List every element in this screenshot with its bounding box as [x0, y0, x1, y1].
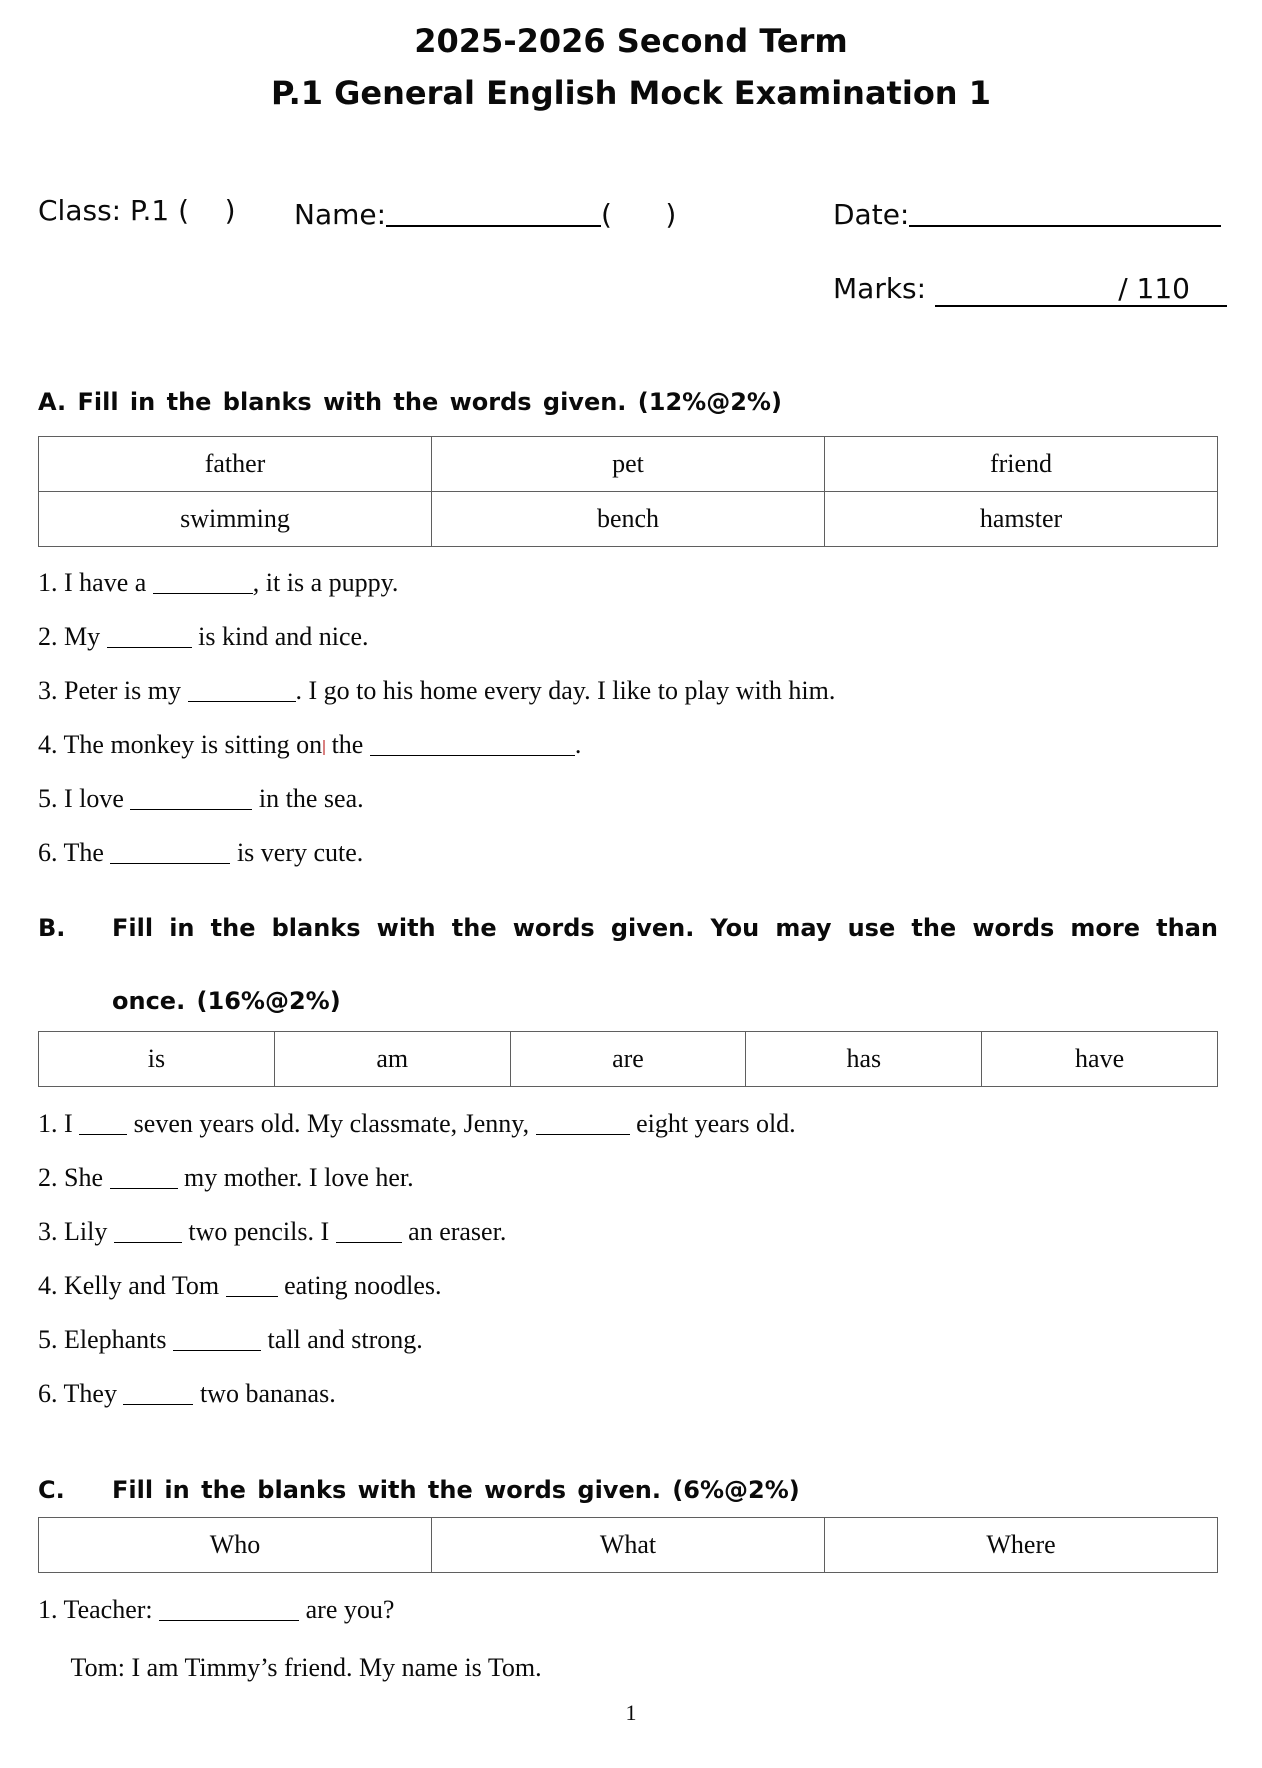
answer-blank[interactable] [226, 1270, 278, 1297]
marks-group [833, 272, 1227, 307]
word-bank-word: swimming [39, 492, 432, 547]
word-bank-word: have [982, 1032, 1218, 1087]
word-bank-word: hamster [825, 492, 1218, 547]
word-bank-row [39, 1518, 1218, 1573]
date-label: Date: [833, 198, 910, 231]
word-bank-row [39, 437, 1218, 492]
section-a-question: 6. The is very cute. [38, 838, 364, 867]
word-bank-word: bench [432, 492, 825, 547]
section-b-question: 2. She my mother. I love her. [38, 1163, 414, 1192]
answer-blank[interactable] [336, 1216, 402, 1243]
word-bank-row [39, 492, 1218, 547]
section-c-question: 1. Teacher: are you? [38, 1595, 395, 1624]
section-a-question: 3. Peter is my . I go to his home every day. I like to play with him. [38, 676, 836, 705]
answer-blank[interactable] [173, 1324, 261, 1351]
word-bank-word: Where [825, 1518, 1218, 1573]
section-a-question: 1. I have a , it is a puppy. [38, 568, 399, 597]
section-c-heading: Fill in the blanks with the words given. (6%@2%) [112, 1476, 800, 1504]
page-number: 1 [625, 1700, 637, 1725]
answer-blank[interactable] [79, 1108, 127, 1135]
section-a-word-bank [38, 436, 1218, 547]
answer-blank[interactable] [107, 621, 192, 648]
section-b-word-bank [38, 1031, 1218, 1087]
class-label: Class: P.1 ( ) [38, 194, 236, 227]
answer-blank[interactable] [370, 729, 575, 756]
word-bank-word: Who [39, 1518, 432, 1573]
section-a-heading: A. Fill in the blanks with the words given. (12%@2%) [38, 388, 782, 416]
word-bank-word: has [746, 1032, 982, 1087]
word-bank-word: is [39, 1032, 275, 1087]
exam-title-line1: 2025-2026 Second Term [414, 22, 848, 60]
section-b-questions [38, 1097, 1238, 1421]
section-c-marker: C. [38, 1476, 65, 1504]
section-b-heading-line1: Fill in the blanks with the words given. You may use the words more than [112, 914, 1218, 942]
word-bank-word: pet [432, 437, 825, 492]
name-group [294, 194, 676, 231]
answer-blank[interactable] [123, 1378, 193, 1405]
word-bank-row [39, 1032, 1218, 1087]
section-b-question: 6. They two bananas. [38, 1379, 336, 1408]
name-class-number-parens: ( ) [601, 198, 677, 231]
section-b-heading-line2: once. (16%@2%) [112, 987, 341, 1015]
marks-input-line[interactable]: / 110 [935, 272, 1227, 307]
word-bank-word: father [39, 437, 432, 492]
section-a-question: 4. The monkey is sitting on the . [38, 730, 582, 759]
answer-blank[interactable] [114, 1216, 182, 1243]
section-b-heading [112, 892, 1218, 1038]
answer-blank[interactable] [153, 567, 253, 594]
marks-label: Marks: [833, 272, 935, 305]
answer-blank[interactable] [159, 1594, 299, 1621]
section-b-question: 5. Elephants tall and strong. [38, 1325, 423, 1354]
section-b-question: 3. Lily two pencils. I an eraser. [38, 1217, 507, 1246]
word-bank-word: friend [825, 437, 1218, 492]
answer-blank[interactable] [130, 783, 252, 810]
red-caret-artifact [323, 740, 325, 755]
word-bank-word: are [510, 1032, 746, 1087]
answer-blank[interactable] [536, 1108, 630, 1135]
section-b-question: 4. Kelly and Tom eating noodles. [38, 1271, 442, 1300]
answer-blank[interactable] [110, 1162, 178, 1189]
name-input-line[interactable] [386, 197, 601, 227]
section-c-question: Tom: I am Timmy’s friend. My name is Tom. [38, 1653, 542, 1682]
exam-title-line2: P.1 General English Mock Examination 1 [271, 74, 991, 112]
section-a-question: 2. My is kind and nice. [38, 622, 369, 651]
date-input-line[interactable] [909, 197, 1221, 227]
section-b-marker: B. [38, 914, 66, 942]
section-c-word-bank [38, 1517, 1218, 1573]
section-a-question: 5. I love in the sea. [38, 784, 364, 813]
answer-blank[interactable] [110, 837, 230, 864]
name-label: Name: [294, 198, 387, 231]
section-a-questions [38, 556, 1238, 880]
date-group [833, 194, 1221, 231]
answer-blank[interactable] [188, 675, 296, 702]
word-bank-word: What [432, 1518, 825, 1573]
word-bank-word: am [274, 1032, 510, 1087]
section-b-question: 1. I seven years old. My classmate, Jenny, eight years old. [38, 1109, 796, 1138]
section-c-questions [38, 1581, 1238, 1697]
